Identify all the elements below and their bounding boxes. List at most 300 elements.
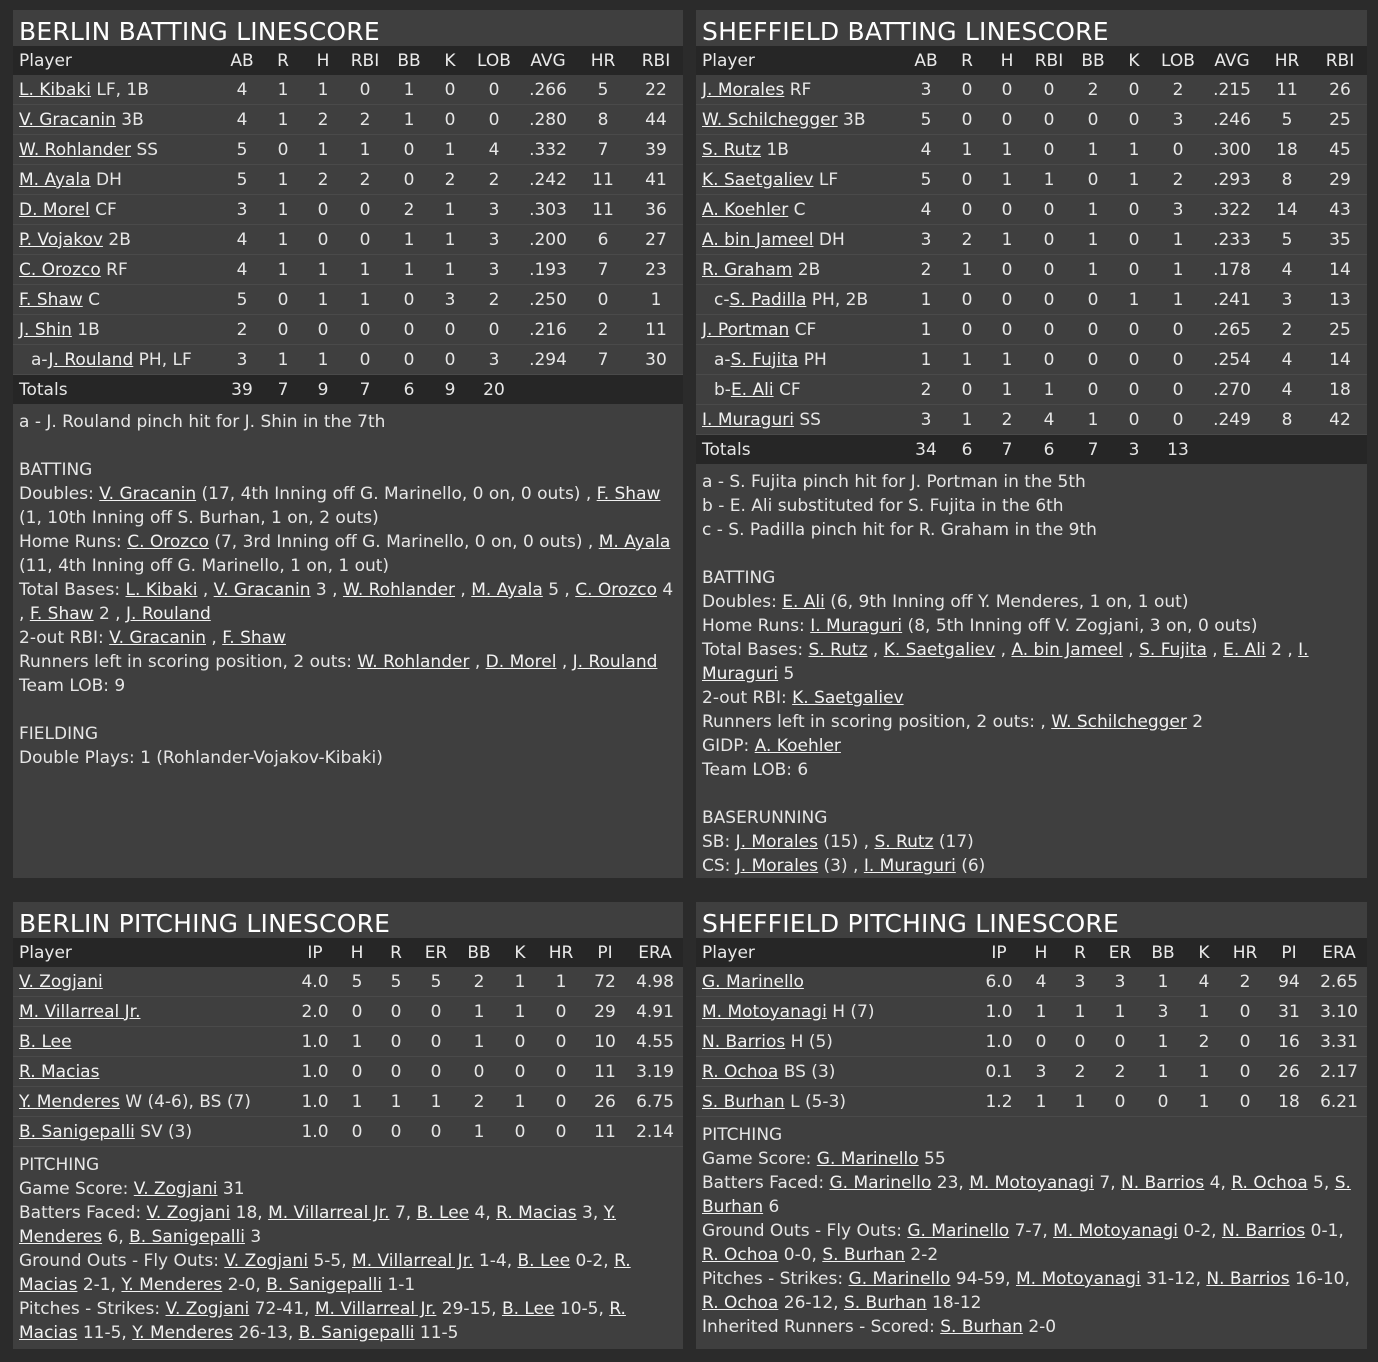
stat-cell: 2 bbox=[343, 165, 387, 195]
stat-cell: 5 bbox=[577, 75, 629, 105]
player-cell bbox=[696, 1057, 977, 1087]
stat-cell: 1.0 bbox=[977, 997, 1021, 1027]
note-text: Doubles: bbox=[19, 484, 100, 504]
note-line bbox=[19, 410, 677, 434]
stat-cell: 2 bbox=[577, 315, 629, 345]
note-text: 29-15, bbox=[436, 1299, 502, 1319]
player-link[interactable]: J. Rouland bbox=[572, 652, 658, 672]
player-link[interactable]: V. Zogjani bbox=[165, 1299, 250, 1319]
player-link[interactable]: M. Motoyanagi bbox=[969, 1173, 1094, 1193]
player-cell bbox=[13, 165, 221, 195]
note-text: 6, bbox=[102, 1227, 130, 1247]
player-cell bbox=[696, 375, 905, 405]
stat-cell: 2.14 bbox=[627, 1117, 683, 1147]
player-link[interactable]: C. Orozco bbox=[127, 532, 209, 552]
player-link[interactable]: K. Saetgaliev bbox=[792, 688, 904, 708]
player-cell bbox=[696, 315, 905, 345]
note-text: Pitches - Strikes: bbox=[19, 1299, 166, 1319]
stat-cell: 11 bbox=[577, 165, 629, 195]
spacer bbox=[19, 434, 677, 458]
spacer bbox=[702, 542, 1361, 566]
stat-cell: 1.2 bbox=[977, 1087, 1021, 1117]
player-link[interactable]: E. Ali bbox=[1223, 640, 1266, 660]
player-link[interactable]: A. bin Jameel bbox=[702, 229, 814, 250]
player-position: 1B bbox=[77, 319, 100, 340]
stat-cell: 1 bbox=[1021, 997, 1061, 1027]
stat-cell: 6.75 bbox=[627, 1087, 683, 1117]
player-link[interactable]: V. Zogjani bbox=[146, 1203, 231, 1223]
note-text: (6, 9th Inning off Y. Menderes, 1 on, 1 out) bbox=[824, 592, 1189, 612]
stat-cell: 0 bbox=[377, 997, 415, 1027]
note-text: 11-5, bbox=[77, 1323, 133, 1343]
stat-cell: 23 bbox=[629, 255, 683, 285]
player-link[interactable]: G. Marinello bbox=[907, 1221, 1010, 1241]
note-text: 5 , bbox=[542, 580, 576, 600]
stat-cell: 0 bbox=[1027, 315, 1071, 345]
player-position: DH bbox=[95, 169, 122, 190]
stat-cell: 5 bbox=[905, 105, 947, 135]
column-header-avg: AVG bbox=[519, 46, 577, 75]
player-link[interactable]: R. Macias bbox=[19, 1251, 631, 1295]
player-link[interactable]: J. Morales bbox=[702, 79, 785, 100]
stat-cell: 0 bbox=[1223, 1057, 1267, 1087]
stat-cell: 31 bbox=[1267, 997, 1311, 1027]
stat-cell: 0 bbox=[469, 315, 519, 345]
stat-cell: 1 bbox=[987, 375, 1027, 405]
stat-cell: 0 bbox=[501, 1027, 539, 1057]
stat-cell: .303 bbox=[519, 195, 577, 225]
stat-cell: 3.19 bbox=[627, 1057, 683, 1087]
note-text: , bbox=[1206, 640, 1224, 660]
sub-prefix: a- bbox=[714, 349, 731, 370]
note-text: 3 , bbox=[310, 580, 343, 600]
player-link[interactable]: F. Shaw bbox=[29, 604, 94, 624]
player-cell bbox=[13, 195, 221, 225]
sheffield-pitching-panel bbox=[696, 902, 1367, 1349]
note-text: , bbox=[455, 580, 472, 600]
stat-cell: .300 bbox=[1203, 135, 1261, 165]
stat-cell: 0 bbox=[415, 997, 457, 1027]
player-link[interactable]: V. Gracanin bbox=[109, 628, 207, 648]
player-cell bbox=[696, 255, 905, 285]
totals-cell: 9 bbox=[431, 375, 469, 405]
stat-cell: 1.0 bbox=[293, 1117, 337, 1147]
stat-cell: 3 bbox=[1153, 105, 1203, 135]
player-link[interactable]: Y. Menderes bbox=[19, 1203, 616, 1247]
player-position: 2B bbox=[108, 229, 131, 250]
stat-cell: 0 bbox=[1115, 345, 1153, 375]
note-text: Pitches - Strikes: bbox=[702, 1269, 849, 1289]
stat-cell: 6 bbox=[577, 225, 629, 255]
note-text: 4, bbox=[469, 1203, 497, 1223]
player-link[interactable]: R. Macias bbox=[496, 1203, 577, 1223]
player-row bbox=[13, 195, 683, 225]
player-link[interactable]: S. Fujita bbox=[1139, 640, 1207, 660]
stat-cell: 0 bbox=[1153, 375, 1203, 405]
note-text: Home Runs: bbox=[702, 616, 811, 636]
stat-cell: 1 bbox=[1185, 997, 1223, 1027]
stat-cell: 4 bbox=[1261, 255, 1313, 285]
player-link[interactable]: K. Saetgaliev bbox=[702, 169, 814, 190]
player-link[interactable]: A. Koehler bbox=[702, 199, 789, 220]
player-link[interactable]: V. Gracanin bbox=[213, 580, 311, 600]
player-link[interactable]: B. Lee bbox=[19, 1031, 72, 1052]
player-position: CF bbox=[778, 379, 801, 400]
table-header bbox=[696, 46, 1367, 75]
stat-cell: 1 bbox=[1185, 1057, 1223, 1087]
note-text: Team LOB: 6 bbox=[702, 760, 809, 780]
player-link[interactable]: F. Shaw bbox=[222, 628, 286, 648]
player-link[interactable]: G. Marinello bbox=[816, 1149, 919, 1169]
stat-cell: 1 bbox=[1153, 285, 1203, 315]
stat-cell: 3 bbox=[905, 405, 947, 435]
stat-cell: 1 bbox=[987, 165, 1027, 195]
player-link[interactable]: L. Kibaki bbox=[19, 79, 91, 100]
player-cell bbox=[696, 967, 977, 997]
player-link[interactable]: S. Padilla bbox=[729, 289, 807, 310]
player-link[interactable]: V. Gracanin bbox=[19, 109, 116, 130]
player-link[interactable]: S. Fujita bbox=[730, 349, 799, 370]
note-text: 18-12 bbox=[926, 1293, 982, 1313]
note-text: 4, bbox=[1204, 1173, 1232, 1193]
player-link[interactable]: N. Barrios bbox=[702, 1031, 786, 1052]
totals-cell: 34 bbox=[905, 435, 947, 465]
note-line bbox=[19, 1153, 677, 1177]
note-text: 2-2 bbox=[905, 1245, 939, 1265]
stat-cell: 0 bbox=[337, 997, 377, 1027]
player-link[interactable]: J. Morales bbox=[735, 832, 818, 852]
stat-cell: .322 bbox=[1203, 195, 1261, 225]
player-link[interactable]: V. Zogjani bbox=[133, 1179, 218, 1199]
player-link[interactable]: W. Rohlander bbox=[357, 652, 470, 672]
player-link[interactable]: V. Gracanin bbox=[99, 484, 197, 504]
player-link[interactable]: S. Burhan bbox=[940, 1317, 1023, 1337]
player-link[interactable]: S. Rutz bbox=[874, 832, 934, 852]
note-text: 11-5 bbox=[414, 1323, 459, 1343]
player-link[interactable]: R. Ochoa bbox=[702, 1245, 779, 1265]
player-position: PH, 2B bbox=[811, 289, 869, 310]
note-text: BATTING bbox=[19, 460, 93, 480]
column-header-lob: LOB bbox=[469, 46, 519, 75]
stat-cell: 0 bbox=[337, 1057, 377, 1087]
stat-cell: 4 bbox=[221, 255, 263, 285]
stat-cell: 0 bbox=[1061, 1027, 1099, 1057]
player-link[interactable]: R. Ochoa bbox=[1231, 1173, 1308, 1193]
player-link[interactable]: F. Shaw bbox=[19, 289, 83, 310]
player-link[interactable]: B. Sanigepalli bbox=[19, 1121, 135, 1142]
table-body bbox=[13, 75, 683, 404]
berlin-pitching-title: BERLIN PITCHING LINESCORE bbox=[13, 902, 683, 938]
player-link[interactable]: A. Koehler bbox=[754, 736, 841, 756]
stat-cell: 0 bbox=[947, 165, 987, 195]
note-text: Batters Faced: bbox=[702, 1173, 830, 1193]
stat-cell: 4 bbox=[221, 105, 263, 135]
player-link[interactable]: M. Ayala bbox=[471, 580, 543, 600]
player-link[interactable]: M. Villarreal Jr. bbox=[314, 1299, 437, 1319]
player-position: RF bbox=[106, 259, 128, 280]
player-link[interactable]: M. Villarreal Jr. bbox=[352, 1251, 474, 1271]
stat-cell: 2 bbox=[1099, 1057, 1141, 1087]
stat-cell: 2 bbox=[303, 165, 343, 195]
note-text: 7, bbox=[389, 1203, 417, 1223]
player-cell bbox=[13, 1087, 293, 1117]
player-link[interactable]: Y. Menderes bbox=[121, 1275, 223, 1295]
player-link[interactable]: N. Barrios bbox=[1206, 1269, 1290, 1289]
player-link[interactable]: P. Vojakov bbox=[19, 229, 103, 250]
stat-cell: 1 bbox=[303, 345, 343, 375]
player-link[interactable]: I. Muraguri bbox=[810, 616, 903, 636]
player-link[interactable]: S. Burhan bbox=[702, 1091, 785, 1112]
note-line bbox=[702, 1315, 1361, 1339]
player-link[interactable]: C. Orozco bbox=[575, 580, 657, 600]
stat-cell: 4 bbox=[1261, 375, 1313, 405]
player-link[interactable]: J. Morales bbox=[735, 856, 819, 876]
player-position: PH, LF bbox=[138, 349, 192, 370]
stat-cell: 1 bbox=[343, 285, 387, 315]
player-link[interactable]: G. Marinello bbox=[702, 971, 804, 992]
column-header-avg: AVG bbox=[1203, 46, 1261, 75]
totals-cell bbox=[1203, 435, 1261, 465]
stat-cell: 2.65 bbox=[1311, 967, 1367, 997]
player-link[interactable]: J. Portman bbox=[702, 319, 790, 340]
stat-cell: .293 bbox=[1203, 165, 1261, 195]
column-header-hr: HR bbox=[539, 938, 583, 967]
stat-cell: 6.21 bbox=[1311, 1087, 1367, 1117]
player-link[interactable]: D. Morel bbox=[19, 199, 90, 220]
stat-cell: 1 bbox=[263, 195, 303, 225]
note-text: Team LOB: 9 bbox=[19, 676, 126, 696]
player-link[interactable]: V. Zogjani bbox=[224, 1251, 309, 1271]
stat-cell: 1 bbox=[263, 255, 303, 285]
player-link[interactable]: L. Kibaki bbox=[125, 580, 198, 600]
player-link[interactable]: K. Saetgaliev bbox=[883, 640, 996, 660]
note-text: (1, 10th Inning off S. Burhan, 1 on, 2 outs) bbox=[19, 508, 379, 528]
player-link[interactable]: E. Ali bbox=[730, 379, 774, 400]
player-link[interactable]: Y. Menderes bbox=[132, 1323, 234, 1343]
note-line bbox=[702, 1267, 1361, 1315]
stat-cell: 1 bbox=[501, 1087, 539, 1117]
note-line bbox=[702, 1147, 1361, 1171]
stat-cell: 1 bbox=[539, 967, 583, 997]
player-link[interactable]: R. Graham bbox=[702, 259, 793, 280]
stat-cell: 1 bbox=[501, 997, 539, 1027]
stat-cell: 4.91 bbox=[627, 997, 683, 1027]
player-link[interactable]: B. Lee bbox=[517, 1251, 571, 1271]
player-cell bbox=[696, 225, 905, 255]
note-text: 2 , bbox=[1265, 640, 1299, 660]
player-link[interactable]: M. Ayala bbox=[19, 169, 91, 190]
stat-cell: 0 bbox=[263, 285, 303, 315]
player-cell bbox=[13, 285, 221, 315]
player-link[interactable]: N. Barrios bbox=[1121, 1173, 1205, 1193]
note-text: SB: bbox=[702, 832, 736, 852]
player-link[interactable]: B. Sanigepalli bbox=[266, 1275, 383, 1295]
note-text: Inherited Runners - Scored: bbox=[702, 1317, 941, 1337]
player-link[interactable]: D. Morel bbox=[485, 652, 557, 672]
stat-cell: 1 bbox=[1021, 1087, 1061, 1117]
stat-cell: 1 bbox=[947, 345, 987, 375]
stat-cell: 2 bbox=[469, 285, 519, 315]
player-link[interactable]: S. Rutz bbox=[808, 640, 868, 660]
stat-cell: 26 bbox=[1267, 1057, 1311, 1087]
player-link[interactable]: M. Ayala bbox=[598, 532, 671, 552]
player-link[interactable]: R. Ochoa bbox=[702, 1293, 779, 1313]
stat-cell: 0 bbox=[947, 315, 987, 345]
header-row bbox=[13, 46, 683, 75]
stat-cell: 0 bbox=[1027, 345, 1071, 375]
column-header-k: K bbox=[1115, 46, 1153, 75]
player-link[interactable]: R. Macias bbox=[19, 1299, 626, 1343]
stat-cell: 14 bbox=[1313, 345, 1367, 375]
player-link[interactable]: E. Ali bbox=[782, 592, 825, 612]
table-header bbox=[13, 938, 683, 967]
player-link[interactable]: B. Sanigepalli bbox=[129, 1227, 245, 1247]
player-row bbox=[13, 1117, 683, 1147]
player-link[interactable]: A. bin Jameel bbox=[1011, 640, 1123, 660]
player-link[interactable]: Y. Menderes bbox=[19, 1091, 120, 1112]
player-row bbox=[696, 375, 1367, 405]
stat-cell: 3 bbox=[469, 255, 519, 285]
note-text: GIDP: bbox=[702, 736, 755, 756]
stat-cell: 0 bbox=[1223, 1027, 1267, 1057]
totals-cell bbox=[1313, 435, 1367, 465]
stat-cell: 7 bbox=[577, 135, 629, 165]
stat-cell: 5 bbox=[905, 165, 947, 195]
player-row bbox=[696, 1057, 1367, 1087]
column-header-ip: IP bbox=[293, 938, 337, 967]
stat-cell: 43 bbox=[1313, 195, 1367, 225]
player-link[interactable]: I. Muraguri bbox=[702, 640, 1309, 684]
player-link[interactable]: B. Sanigepalli bbox=[298, 1323, 415, 1343]
player-cell bbox=[13, 255, 221, 285]
stat-cell: 0 bbox=[947, 75, 987, 105]
stat-cell: 0 bbox=[1115, 405, 1153, 435]
player-link[interactable]: S. Burhan bbox=[822, 1245, 906, 1265]
note-text: 5 bbox=[778, 664, 795, 684]
player-link[interactable]: M. Motoyanagi bbox=[1053, 1221, 1178, 1241]
stat-cell: 0 bbox=[1115, 225, 1153, 255]
player-link[interactable]: G. Marinello bbox=[848, 1269, 951, 1289]
player-link[interactable]: B. Lee bbox=[416, 1203, 470, 1223]
stat-cell: 1 bbox=[431, 225, 469, 255]
stat-cell: 5 bbox=[1261, 105, 1313, 135]
note-line bbox=[19, 626, 677, 650]
player-link[interactable]: J. Rouland bbox=[126, 604, 211, 624]
stat-cell: 27 bbox=[629, 225, 683, 255]
totals-label: Totals bbox=[696, 435, 905, 465]
stat-cell: 1.0 bbox=[293, 1087, 337, 1117]
stat-cell: 1 bbox=[1071, 255, 1115, 285]
player-link[interactable]: S. Burhan bbox=[702, 1173, 1351, 1217]
stat-cell: 0 bbox=[303, 315, 343, 345]
player-link[interactable]: G. Marinello bbox=[829, 1173, 932, 1193]
note-text: 0-2, bbox=[1177, 1221, 1222, 1241]
player-position: W (4-6), BS (7) bbox=[125, 1091, 251, 1112]
player-link[interactable]: F. Shaw bbox=[596, 484, 661, 504]
player-link[interactable]: B. Lee bbox=[501, 1299, 555, 1319]
stat-cell: 94 bbox=[1267, 967, 1311, 997]
stat-cell: 0 bbox=[987, 255, 1027, 285]
player-link[interactable]: I. Muraguri bbox=[863, 856, 956, 876]
note-text: 55 bbox=[918, 1149, 946, 1169]
note-text: , bbox=[206, 628, 223, 648]
stat-cell: 1 bbox=[987, 225, 1027, 255]
stat-cell: 0 bbox=[263, 315, 303, 345]
note-text: 16-10, bbox=[1289, 1269, 1350, 1289]
stat-cell: 3.10 bbox=[1311, 997, 1367, 1027]
stat-cell: 3 bbox=[469, 345, 519, 375]
note-text: 1-4, bbox=[473, 1251, 518, 1271]
note-text: Batters Faced: bbox=[19, 1203, 147, 1223]
stat-cell: 1 bbox=[263, 165, 303, 195]
stat-cell: 36 bbox=[629, 195, 683, 225]
player-cell bbox=[13, 315, 221, 345]
stat-cell: 0 bbox=[539, 997, 583, 1027]
player-link[interactable]: J. Shin bbox=[19, 319, 72, 340]
note-line bbox=[702, 1219, 1361, 1267]
note-line bbox=[702, 806, 1361, 830]
stat-cell: 8 bbox=[1261, 165, 1313, 195]
player-link[interactable]: J. Rouland bbox=[48, 349, 134, 370]
column-header-rbi: RBI bbox=[629, 46, 683, 75]
player-link[interactable]: N. Barrios bbox=[1221, 1221, 1306, 1241]
berlin-pitching-panel bbox=[13, 902, 683, 1349]
stat-cell: 0 bbox=[1071, 105, 1115, 135]
player-link[interactable]: W. Schilchegger bbox=[702, 109, 838, 130]
note-text: 0-1, bbox=[1305, 1221, 1344, 1241]
player-link[interactable]: C. Orozco bbox=[19, 259, 101, 280]
note-text: (11, 4th Inning off G. Marinello, 1 on, 1 out) bbox=[19, 556, 390, 576]
player-row bbox=[13, 345, 683, 375]
player-position: C bbox=[88, 289, 101, 310]
player-row bbox=[696, 1027, 1367, 1057]
stat-cell: 0 bbox=[1027, 255, 1071, 285]
note-text: 1-1 bbox=[382, 1275, 416, 1295]
note-text: (17, 4th Inning off G. Marinello, 0 on, 0 outs) , bbox=[196, 484, 597, 504]
player-link[interactable]: V. Zogjani bbox=[19, 971, 103, 992]
stat-cell: 1 bbox=[303, 255, 343, 285]
player-link[interactable]: M. Villarreal Jr. bbox=[19, 1001, 141, 1022]
note-text: 2-0 bbox=[1022, 1317, 1057, 1337]
spacer bbox=[19, 698, 677, 722]
player-link[interactable]: W. Schilchegger bbox=[1051, 712, 1187, 732]
player-link[interactable]: M. Motoyanagi bbox=[1015, 1269, 1141, 1289]
player-link[interactable]: W. Rohlander bbox=[342, 580, 456, 600]
player-link[interactable]: S. Rutz bbox=[702, 139, 762, 160]
player-link[interactable]: I. Muraguri bbox=[702, 409, 794, 430]
player-row bbox=[13, 1087, 683, 1117]
player-link[interactable]: R. Ochoa bbox=[702, 1061, 779, 1082]
note-text: 5-5, bbox=[308, 1251, 353, 1271]
player-link[interactable]: R. Macias bbox=[19, 1061, 100, 1082]
player-link[interactable]: M. Motoyanagi bbox=[702, 1001, 827, 1022]
stat-cell: 1 bbox=[1153, 225, 1203, 255]
player-cell bbox=[696, 997, 977, 1027]
stat-cell: 0 bbox=[1021, 1027, 1061, 1057]
stat-cell: 1 bbox=[1099, 997, 1141, 1027]
stat-cell: 1 bbox=[1115, 285, 1153, 315]
player-link[interactable]: M. Villarreal Jr. bbox=[268, 1203, 390, 1223]
stat-cell: 1 bbox=[263, 345, 303, 375]
stat-cell: 45 bbox=[1313, 135, 1367, 165]
stat-cell: 1 bbox=[947, 255, 987, 285]
stat-cell: 1 bbox=[303, 75, 343, 105]
stat-cell: 4 bbox=[905, 195, 947, 225]
note-line bbox=[702, 638, 1361, 686]
player-link[interactable]: S. Burhan bbox=[843, 1293, 927, 1313]
player-link[interactable]: W. Rohlander bbox=[19, 139, 132, 160]
stat-cell: .242 bbox=[519, 165, 577, 195]
